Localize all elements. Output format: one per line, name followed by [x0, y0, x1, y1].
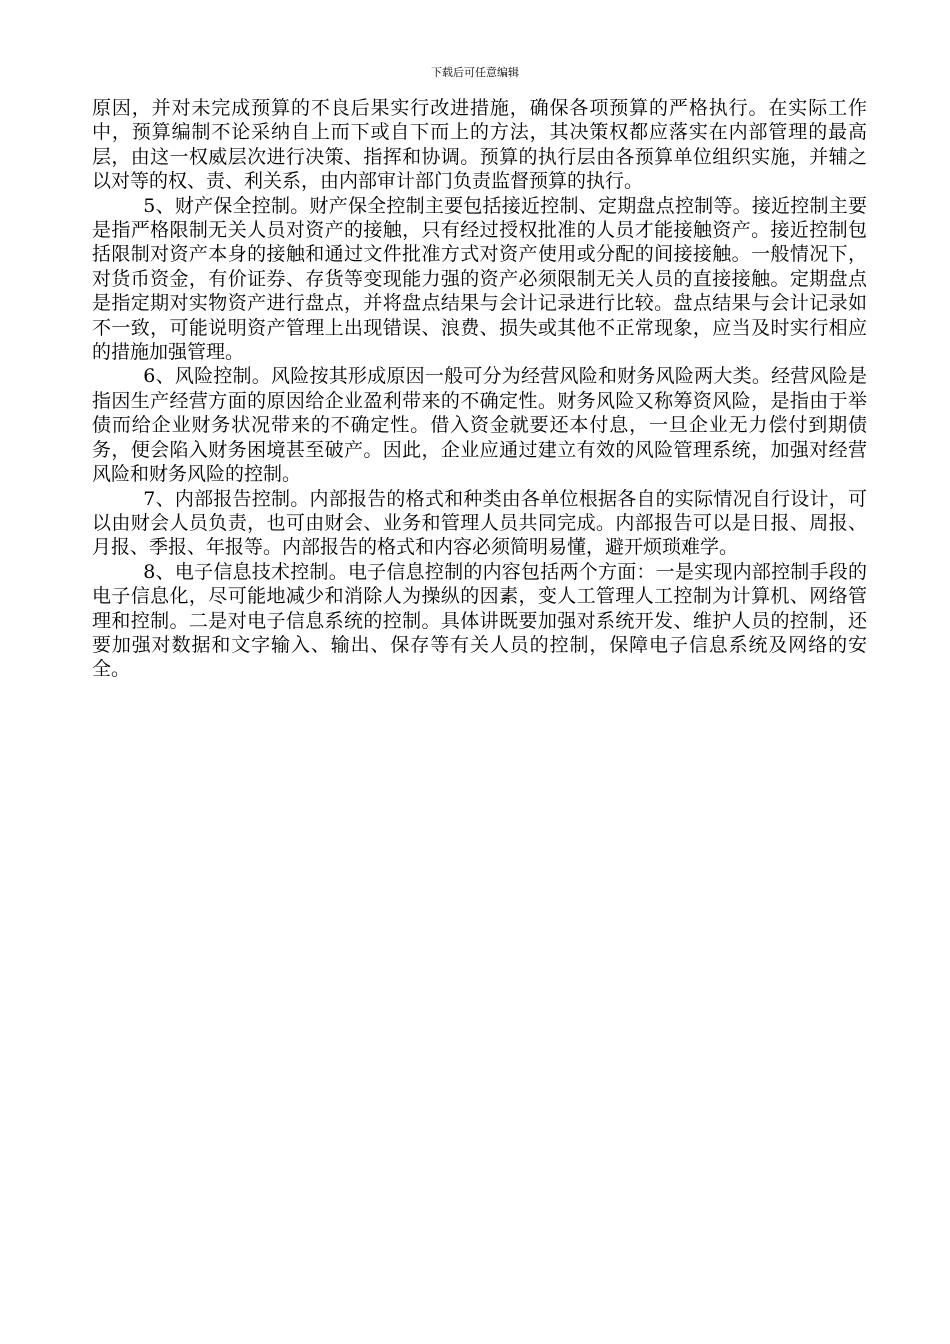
paragraph-budget-continuation: 原因，并对未完成预算的不良后果实行改进措施，确保各项预算的严格执行。在实际工作中，预算编制不论采纳自上而下或自下而上的方法，其决策权都应落实在内部管理的最高层，由这一权威层次进行决策、指挥和协调。预算的执行层由各预算单位组织实施，并辅之以对等的权、责、利关系，由内部审计部门负责监督预算的执行。	[92, 97, 867, 193]
paragraph-property-protection-control: 5、财产保全控制。财产保全控制主要包括接近控制、定期盘点控制等。接近控制主要是指严格限制无关人员对资产的接触，只有经过授权批准的人员才能接触资产。接近控制包括限制对资产本身的接触和通过文件批准方式对资产使用或分配的间接接触。一般情况下，对货币资金，有价证券、存货等变现能力强的资产必须限制无关人员的直接接触。定期盘点是指定期对实物资产进行盘点，并将盘点结果与会计记录进行比较。盘点结果与会计记录如不一致，可能说明资产管理上出现错误、浪费、损失或其他不正常现象，应当及时实行相应的措施加强管理。	[92, 194, 867, 364]
page-header: 下载后可任意编辑	[431, 66, 519, 79]
paragraph-electronic-info-control: 8、电子信息技术控制。电子信息控制的内容包括两个方面：一是实现内部控制手段的电子信息化，尽可能地减少和消除人为操纵的因素，变人工管理人工控制为计算机、网络管理和控制。二是对电子信息系统的控制。具体讲既要加强对系统开发、维护人员的控制，还要加强对数据和文字输入、输出、保存等有关人员的控制，保障电子信息系统及网络的安全。	[92, 560, 867, 681]
document-body	[92, 96, 867, 682]
paragraph-risk-control: 6、风险控制。风险按其形成原因一般可分为经营风险和财务风险两大类。经营风险是指因生产经营方面的原因给企业盈利带来的不确定性。财务风险又称筹资风险，是指由于举债而给企业财务状况带来的不确定性。借入资金就要还本付息，一旦企业无力偿付到期债务，便会陷入财务困境甚至破产。因此，企业应通过建立有效的风险管理系统，加强对经营风险和财务风险的控制。	[92, 365, 867, 486]
paragraph-internal-report-control: 7、内部报告控制。内部报告的格式和种类由各单位根据各自的实际情况自行设计，可以由财会人员负责，也可由财会、业务和管理人员共同完成。内部报告可以是日报、周报、月报、季报、年报等。内部报告的格式和内容必须简明易懂，避开烦琐难学。	[92, 487, 867, 559]
